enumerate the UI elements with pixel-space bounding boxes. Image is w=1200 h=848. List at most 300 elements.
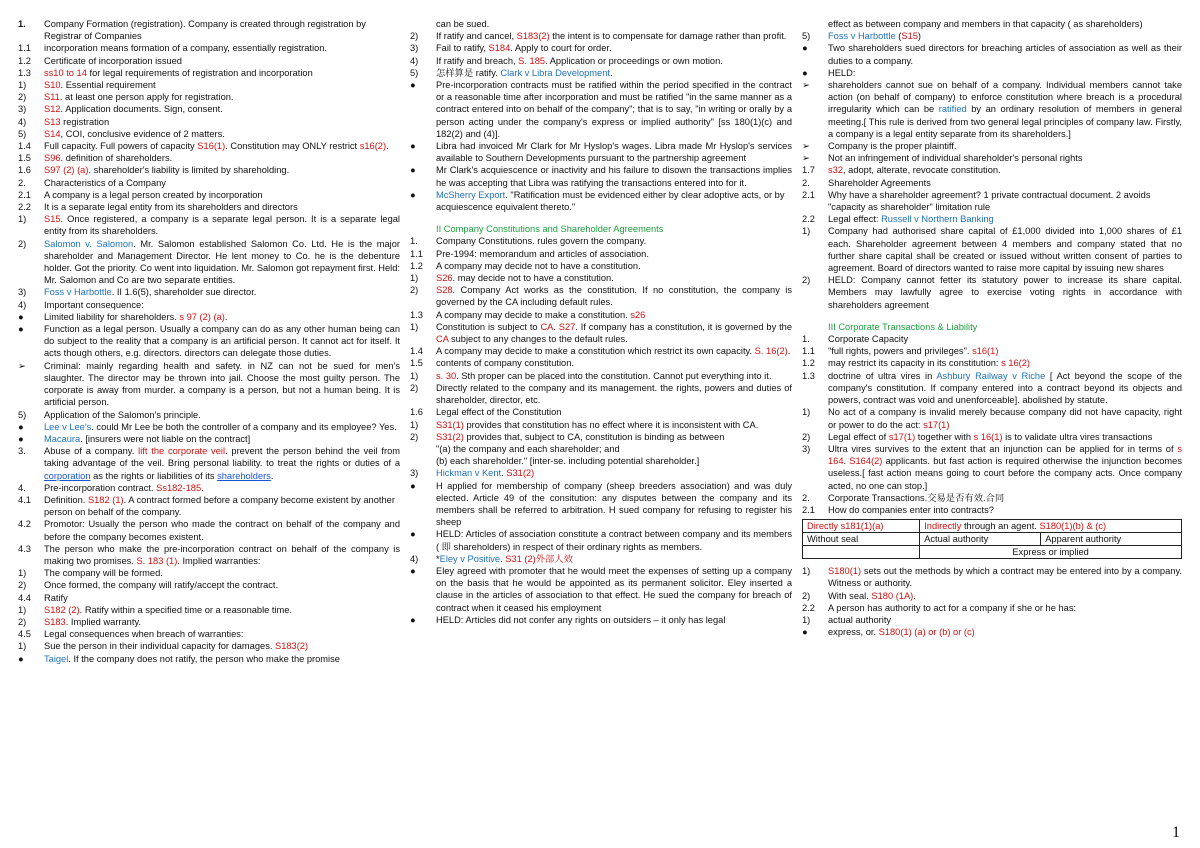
note-line <box>410 67 792 79</box>
line-marker: 1) <box>18 568 27 579</box>
text-run: . <box>224 311 228 322</box>
text-run: Promotor: Usually the person who made the contract on behalf of the company and before the company becomes existent. <box>44 519 400 542</box>
line-marker: ● <box>410 80 416 91</box>
text-run: Sue the person in their individual capacity for damages. <box>44 641 276 652</box>
highlight-text: S164(2) <box>849 456 883 467</box>
line-text <box>436 272 792 284</box>
note-line <box>18 152 400 164</box>
text-run: HELD: Articles did not confer any rights on outsiders – it only has legal <box>436 614 726 625</box>
note-line <box>18 604 400 616</box>
line-text <box>828 406 1182 430</box>
text-run: . Essential requirement <box>60 80 156 91</box>
note-line <box>802 504 1182 516</box>
line-marker: 1.6 <box>18 165 31 176</box>
line-text <box>436 614 792 626</box>
hyperlink[interactable]: shareholders <box>217 470 271 481</box>
highlight-text: S. 183 (1) <box>136 555 178 566</box>
highlight-text: S10 <box>44 80 61 91</box>
line-marker: ➢ <box>802 141 810 152</box>
text-run: Directly related to the company and its management. the rights, powers and duties of shareholder, director, etc. <box>436 382 792 406</box>
line-marker: 4.2 <box>18 519 31 530</box>
line-text <box>828 18 1182 30</box>
text-run: A person has authority to act for a company if she or he has: <box>828 602 1077 613</box>
note-line <box>410 55 792 67</box>
text-run: . Mr. Salomon established Salomon Co. Ltd. He is the major shareholder and Management Director. He lent money to Co. he is the debenture holder. Got the priority. Co went into liquidation. Mr. Salomon got repayment first. Held: Mr. Salomon and Co are two separate entities. <box>44 238 400 286</box>
line-text <box>44 567 400 579</box>
text-run: Abuse of a company. <box>44 446 139 457</box>
note-line <box>802 140 1182 152</box>
line-marker: 1.4 <box>18 141 31 152</box>
text-run: How do companies enter into contracts? <box>828 504 994 515</box>
text-run: Characteristics of a Company <box>44 177 166 188</box>
text-run: Corporate Capacity <box>828 334 909 345</box>
highlight-text: Lee v Lee's <box>44 421 92 432</box>
text-run: the intent is to compensate for damage rather than profit. <box>549 31 787 42</box>
note-line <box>18 616 400 628</box>
text-run: . <box>843 456 850 467</box>
note-line <box>18 286 400 298</box>
line-marker: 1.6 <box>410 407 423 418</box>
line-text <box>828 140 1182 152</box>
note-line <box>18 189 400 201</box>
line-text <box>828 357 1182 369</box>
line-text <box>828 274 1182 311</box>
line-marker: 2) <box>802 431 811 442</box>
line-marker: 2) <box>18 580 27 591</box>
spacer <box>410 213 792 219</box>
line-text <box>436 309 792 321</box>
note-line <box>18 201 400 213</box>
right-column-notes-top <box>802 18 1182 516</box>
line-text <box>828 30 1182 42</box>
line-marker: ● <box>802 67 808 78</box>
highlight-text: S15 <box>901 31 918 42</box>
text-run: . A contract formed before a company become existent by another person on behalf of the company. <box>44 494 395 518</box>
line-marker: 4) <box>18 116 27 127</box>
note-line <box>18 518 400 542</box>
highlight-text: S180 (1A) <box>871 590 914 601</box>
line-marker: 1) <box>18 604 27 615</box>
note-line <box>18 640 400 652</box>
column-right <box>802 18 1182 638</box>
line-text <box>436 321 792 345</box>
column-left <box>18 18 400 665</box>
line-text <box>436 260 792 272</box>
note-line <box>802 274 1182 311</box>
note-line <box>18 653 400 665</box>
note-line <box>18 360 400 409</box>
text-run: Important consequence: <box>44 299 144 310</box>
note-line <box>802 333 1182 345</box>
line-text <box>828 189 1182 213</box>
highlight-text: S15 <box>44 214 61 225</box>
note-line <box>18 55 400 67</box>
note-line <box>410 431 792 443</box>
text-run: provides that constitution has no effect where it is inconsistent with CA. <box>463 419 759 430</box>
text-run: . <box>553 321 559 332</box>
line-text <box>44 238 400 287</box>
note-line <box>410 164 792 188</box>
line-text <box>44 433 400 445</box>
line-marker: 1.7 <box>802 165 815 176</box>
line-text <box>44 128 400 140</box>
note-line <box>410 406 792 418</box>
line-text <box>828 79 1182 140</box>
highlight-text: CA <box>540 321 554 332</box>
text-run: . <box>386 141 389 152</box>
text-run: , adopt, alterate, revocate constitution. <box>843 165 1001 176</box>
line-text <box>44 152 400 164</box>
line-marker: 1.1 <box>410 248 423 259</box>
text-run: Certificate of incorporation issued <box>44 55 182 66</box>
highlight-text: S12 <box>44 104 61 115</box>
highlight-text: Taigel <box>44 653 69 664</box>
text-run: . Implied warranties: <box>177 555 261 566</box>
highlight-text: s17(1) <box>923 419 950 430</box>
line-marker: ● <box>410 614 416 625</box>
note-line <box>18 128 400 140</box>
note-line <box>18 164 400 176</box>
text-run: . II 1.6(5), shareholder sue director. <box>111 287 257 298</box>
text-run: Legal effect of the Constitution <box>436 407 562 418</box>
note-line <box>18 103 400 115</box>
text-run: (b) each shareholder." [inter-se. including potential shareholder.] <box>436 456 700 467</box>
line-marker: 1) <box>18 641 27 652</box>
text-run: Company Constitutions. rules govern the company. <box>436 236 647 247</box>
text-run: . <box>609 67 613 78</box>
note-line <box>802 406 1182 430</box>
note-line <box>410 419 792 431</box>
line-text <box>44 604 400 616</box>
line-marker: 1.1 <box>18 43 31 54</box>
highlight-text: S27 <box>558 321 576 332</box>
text-run: subject to any changes to the default rules. <box>448 334 628 345</box>
text-run: . shareholder's liability is limited by shareholding. <box>88 165 290 176</box>
line-marker: 2. <box>802 492 810 503</box>
text-run: Corporate Transactions.交易是否有效.合同 <box>828 492 1005 503</box>
note-line <box>802 225 1182 274</box>
line-marker: 3. <box>18 446 26 457</box>
line-marker: ● <box>410 529 416 540</box>
text-run: Legal effect of <box>828 431 889 442</box>
line-text <box>44 409 400 421</box>
line-text <box>828 321 1182 333</box>
text-run: . "Ratification must be evidenced either by clear adoptive acts, or by acquiescence equivalent thereto." <box>436 189 785 213</box>
line-text <box>436 30 792 42</box>
line-text <box>44 653 400 665</box>
line-text <box>828 590 1182 602</box>
text-run: 怎样算是 ratify. <box>436 67 501 78</box>
line-text <box>44 140 400 152</box>
text-run: . <box>270 470 274 481</box>
line-text <box>828 602 1182 614</box>
text-run: provides that, subject to CA, constitution is binding as between <box>463 431 725 442</box>
line-marker: 2.1 <box>802 504 815 515</box>
line-text <box>44 640 400 652</box>
highlight-text: ss10 to 14 <box>44 67 87 78</box>
line-marker: 2) <box>18 238 27 249</box>
line-marker: 5) <box>18 128 27 139</box>
line-marker: 1.3 <box>18 67 31 78</box>
highlight-text: II Company Constitutions and Shareholder Agreements <box>436 224 664 235</box>
line-marker: 1.2 <box>410 260 423 271</box>
note-line <box>410 30 792 42</box>
highlight-text: III Corporate Transactions & Liability <box>828 321 978 332</box>
note-line <box>802 565 1182 589</box>
line-text <box>44 213 400 237</box>
line-text <box>436 189 792 213</box>
line-text <box>44 628 400 640</box>
text-run: . Constitution may ONLY restrict <box>225 141 360 152</box>
line-text <box>44 164 400 176</box>
line-text <box>44 518 400 542</box>
note-line <box>18 18 400 42</box>
highlight-text: S184 <box>488 43 511 54</box>
highlight-text: Ss182-185 <box>156 482 202 493</box>
text-run: HELD: <box>828 67 856 78</box>
line-text <box>436 406 792 418</box>
line-marker: 2) <box>18 616 27 627</box>
note-line <box>18 445 400 482</box>
text-run: Function as a legal person. Usually a company can do as any other human being can do subject to the reality that a company is an artificial person. It cannot act for itself. It acts though others, e.g. directors. directors can delegate those duties. <box>44 324 400 359</box>
line-marker: 1.5 <box>410 358 423 369</box>
line-marker: 2) <box>410 382 419 393</box>
highlight-text: Clark v Libra Development <box>500 67 610 78</box>
text-run: for legal requirements of registration and incorporation <box>86 67 313 78</box>
note-line <box>410 443 792 455</box>
line-text <box>44 286 400 298</box>
text-run: . <box>201 482 204 493</box>
note-line <box>802 18 1182 30</box>
note-line <box>18 91 400 103</box>
text-run: ) <box>917 31 922 42</box>
line-marker: ● <box>18 433 24 444</box>
text-run: applicants. but fast action is required otherwise the injunction becomes useless.[ fast action means going to court before the company acts. Once company acted, no one can stop.] <box>828 456 1182 491</box>
highlight-text: s16(1) <box>972 346 999 357</box>
highlight-text: Macaura <box>44 433 81 444</box>
text-run: Legal consequences when breach of warranties: <box>44 629 244 640</box>
highlight-text: s 16(2) <box>1001 358 1031 369</box>
table-cell-apparent-authority: Apparent authority <box>1041 533 1182 546</box>
line-text <box>44 189 400 201</box>
line-text <box>44 42 400 54</box>
line-text <box>436 528 792 552</box>
line-text <box>44 445 400 482</box>
line-marker: 4.3 <box>18 543 31 554</box>
text-run: . Application documents. Sign, consent. <box>60 104 223 115</box>
line-marker: 1) <box>802 614 811 625</box>
highlight-text: s 97 (2) (a) <box>179 311 225 322</box>
line-text <box>828 492 1182 504</box>
line-text <box>44 421 400 433</box>
line-marker: 2.1 <box>18 189 31 200</box>
highlight-text: s. 30 <box>436 370 457 381</box>
line-text <box>828 177 1182 189</box>
text-run: With seal. <box>828 590 872 601</box>
text-run: . may decide not to have a constitution. <box>452 273 614 284</box>
line-marker: 1) <box>802 407 811 418</box>
highlight-text: Salomon v. Salomon <box>44 238 134 249</box>
text-run: . definition of shareholders. <box>60 153 173 164</box>
note-line <box>18 543 400 567</box>
line-text <box>44 592 400 604</box>
line-marker: 2) <box>410 285 419 296</box>
text-run: If ratify and cancel, <box>436 31 517 42</box>
line-text <box>828 213 1182 225</box>
highlight-text: McSherry Export <box>436 189 506 200</box>
note-line <box>410 480 792 529</box>
text-run: . Implied warranty. <box>65 616 141 627</box>
note-line <box>410 455 792 467</box>
text-run: Libra had invoiced Mr Clark for Mr Hyslop's wages. Libra made Mr Hyslop's services available to Southern Developments pursuant to the partnership agreement <box>436 141 792 164</box>
line-marker: 3) <box>802 443 811 454</box>
note-line <box>18 67 400 79</box>
text-run: . If the company does not ratify, the person who make the promise <box>68 653 340 664</box>
line-text <box>436 42 792 54</box>
text-run: . [insurers were not liable on the contract] <box>80 433 251 444</box>
highlight-text: S26 <box>436 273 453 284</box>
note-line <box>802 590 1182 602</box>
line-text <box>436 18 792 30</box>
line-marker: 1. <box>410 236 418 247</box>
text-run: . Sth proper can be placed into the constitution. Cannot put everything into it. <box>456 370 772 381</box>
text-run: H applied for membership of company (sheep breeders association) and was duly elected. Article 49 of the consitution: any disputes between the company and its members shall be referred to arbitration. H sued company for refusing to register his sheep <box>436 480 792 528</box>
text-run: HELD: Articles of association constitute a contract between company and its members ( 即 shareholders) in respect of their ordinary rights as members. <box>436 529 792 552</box>
line-marker: 1) <box>410 321 419 332</box>
text-run: . Ratify within a specified time or a reasonable time. <box>79 604 293 615</box>
text-run: Full capacity. Full powers of capacity <box>44 141 198 152</box>
line-marker: 2.2 <box>802 602 815 613</box>
line-marker: 1.1 <box>802 346 815 357</box>
text-run: Limited liability for shareholders. <box>44 311 180 322</box>
highlight-text: S14 <box>44 128 61 139</box>
right-column-notes-bottom <box>802 565 1182 638</box>
line-marker: 4.4 <box>18 592 31 603</box>
text-run: The company will be formed. <box>44 568 163 579</box>
line-text <box>44 79 400 91</box>
line-marker: ● <box>18 421 24 432</box>
line-text <box>828 164 1182 176</box>
line-marker: 5) <box>410 67 419 78</box>
line-marker: 4.5 <box>18 629 31 640</box>
note-line <box>802 30 1182 42</box>
text-run: Two shareholders sued directors for breaching articles of association as well as their duties to a company. <box>828 43 1182 66</box>
line-text <box>828 345 1182 357</box>
line-marker: ● <box>18 311 24 322</box>
text-run: . <box>787 346 791 357</box>
note-line <box>18 238 400 287</box>
line-marker: 3) <box>410 43 419 54</box>
line-text <box>436 140 792 164</box>
line-text <box>44 311 400 323</box>
line-text <box>44 579 400 591</box>
text-run: . prevent the person behind the veil from taking advantage of the veil. Bring personal liability. to treat the rights or duties of a <box>44 446 400 469</box>
table-cell-indirectly: Indirectly through an agent. S180(1)(b) & (c) <box>920 520 1182 533</box>
highlight-text: ratified <box>938 104 967 115</box>
note-line <box>410 284 792 308</box>
highlight-text: S31 (2)外部人效 <box>505 553 573 564</box>
note-line <box>18 579 400 591</box>
highlight-text: s 16(1) <box>973 431 1003 442</box>
line-marker: ● <box>410 480 416 491</box>
highlight-text: S180(1) (a) or (b) or (c) <box>878 627 975 638</box>
text-run: . Company Act works as the constitution. If no constitution, the company is governed by the CA including default rules. <box>436 285 792 308</box>
contract-methods-table <box>802 519 1182 559</box>
note-line <box>802 614 1182 626</box>
highlight-text: S183 <box>44 616 66 627</box>
highlight-text: lift the corporate veil <box>138 446 226 457</box>
highlight-text: S183(2) <box>516 31 550 42</box>
line-marker: ● <box>18 324 24 335</box>
text-run: Ultra vires survives to the extent that an injunction can be applied for in terms of <box>828 443 1178 454</box>
line-marker: 4) <box>410 553 419 564</box>
line-text <box>828 565 1182 589</box>
section-heading <box>802 321 1182 333</box>
line-marker: 3) <box>18 104 27 115</box>
note-line <box>802 492 1182 504</box>
hyperlink[interactable]: corporation <box>44 470 91 481</box>
line-text <box>436 431 792 443</box>
line-marker: ● <box>410 165 416 176</box>
note-line <box>410 140 792 164</box>
line-text <box>828 431 1182 443</box>
text-run: effect as between company and members in that capacity ( as shareholders) <box>828 19 1143 29</box>
text-run: A company may decide not to have a constitution. <box>436 260 641 271</box>
text-run: , COI, conclusive evidence of 2 matters. <box>60 128 225 139</box>
text-run: as the rights or liabilities of its <box>90 470 218 481</box>
line-text <box>436 419 792 431</box>
text-run: "full rights, powers and privileges". <box>828 346 973 357</box>
line-text <box>828 614 1182 626</box>
line-text <box>436 235 792 247</box>
line-marker: 5) <box>802 31 811 42</box>
note-line <box>802 345 1182 357</box>
note-line <box>410 357 792 369</box>
line-text <box>44 91 400 103</box>
highlight-text: S11 <box>44 92 60 103</box>
note-line <box>18 433 400 445</box>
line-text <box>44 482 400 494</box>
line-marker: ● <box>410 189 416 200</box>
note-line <box>18 213 400 237</box>
line-text <box>44 116 400 128</box>
line-marker: 4. <box>18 482 26 493</box>
note-line <box>410 321 792 345</box>
highlight-text: CA <box>436 334 449 345</box>
line-marker: 2) <box>410 31 419 42</box>
note-line <box>410 309 792 321</box>
line-marker: ● <box>802 43 808 54</box>
note-line <box>410 553 792 565</box>
text-run: Why have a shareholder agreement? 1 private contractual document. 2 avoids "capacity as shareholder" limitation rule <box>828 189 1151 213</box>
line-text <box>828 333 1182 345</box>
table-cell-directly: Directly s181(1)(a) <box>803 520 920 533</box>
line-marker: 2. <box>802 177 810 188</box>
line-marker: ● <box>802 627 808 638</box>
highlight-text: S. 185 <box>518 55 546 66</box>
line-text <box>436 164 792 188</box>
note-line <box>410 248 792 260</box>
line-text <box>44 67 400 79</box>
text-run: shareholders cannot sue on behalf of a company. Individual members cannot take action (on behalf of company) to enforce constitution where breach is a procedural irregularity which can be <box>828 80 1182 115</box>
line-text <box>436 455 792 467</box>
text-run: "(a) the company and each shareholder; and <box>436 443 620 454</box>
text-run: . could Mr Lee be both the controller of a company and its employee? Yes. <box>91 421 397 432</box>
highlight-text: S31(2) <box>436 431 464 442</box>
line-marker: 2. <box>18 177 26 188</box>
highlight-text: S183(2) <box>275 641 309 652</box>
note-line <box>410 467 792 479</box>
